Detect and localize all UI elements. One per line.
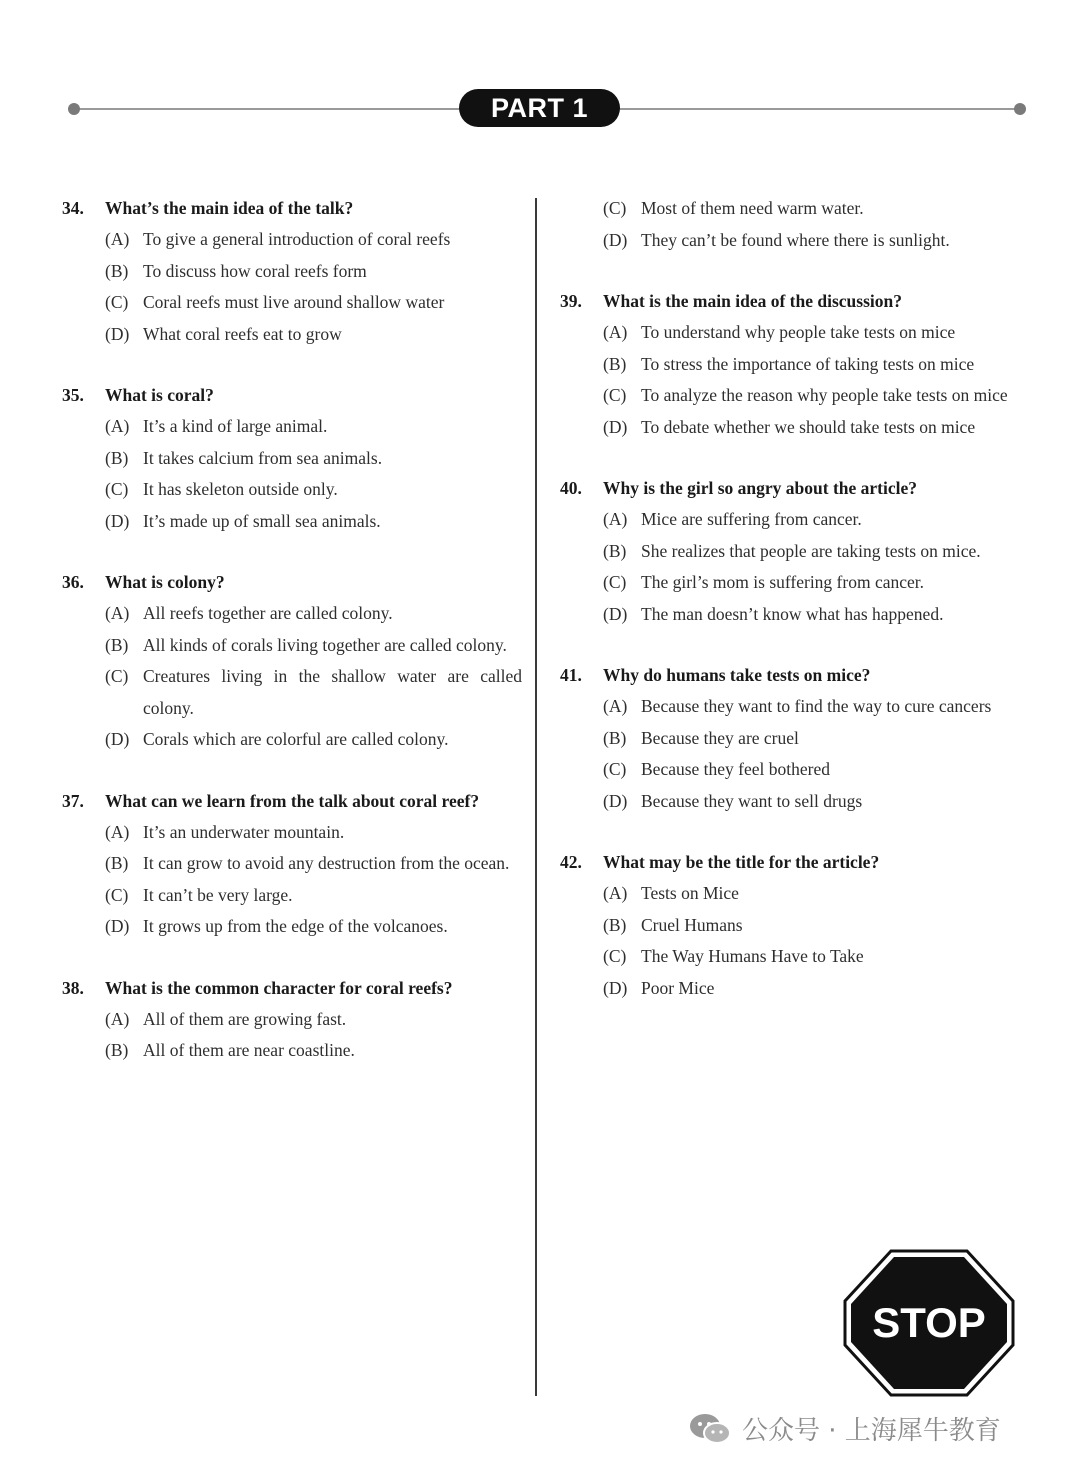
continued-options [560,193,1030,256]
question-text: What is the main idea of the discussion? [603,291,902,311]
option-letter: (B) [603,540,627,561]
question-number: 42. [560,852,582,872]
question-37 [62,786,522,943]
question-text: What may be the title for the article? [603,852,880,872]
option-letter: (C) [105,479,129,499]
question-36 [62,567,522,756]
question-stem [62,567,522,598]
option-text: It has skeleton outside only. [143,479,338,499]
right-column [560,193,1030,1034]
answer-option [62,287,522,319]
option-letter: (C) [603,385,627,405]
question-text: What is colony? [105,572,225,592]
question-42 [560,847,1030,1004]
answer-option [560,910,1030,942]
option-text: It’s made up of small sea animals. [143,510,381,531]
option-text: To give a general introduction of coral reefs [143,229,451,249]
question-number: 36. [62,572,84,592]
option-text: It takes calcium from sea animals. [143,447,383,468]
question-34 [62,193,522,350]
answer-option [62,1035,522,1067]
option-letter: (D) [105,729,130,749]
answer-option [560,599,1030,631]
answer-option [62,598,522,630]
question-40 [560,473,1030,630]
option-text: It can grow to avoid any destruction from the ocean. [143,853,510,873]
question-number: 34. [62,198,84,218]
answer-option [62,817,522,849]
question-stem [560,847,1030,878]
question-41 [560,660,1030,817]
option-letter: (B) [105,447,129,468]
option-letter: (B) [603,727,627,748]
left-column [62,193,522,1097]
option-text: It can’t be very large. [143,884,293,905]
answer-option [560,349,1030,381]
answer-option [560,723,1030,755]
question-number: 37. [62,790,84,811]
answer-option [560,973,1030,1005]
option-text: She realizes that people are taking tests on mice. [641,540,981,561]
answer-option [62,1004,522,1036]
question-number: 35. [62,385,84,405]
option-text: What coral reefs eat to grow [143,323,342,344]
option-text: They can’t be found where there is sunlight. [641,229,950,250]
answer-option [560,878,1030,910]
question-stem [560,473,1030,504]
option-letter: (C) [105,666,129,686]
option-text: Poor Mice [641,977,715,998]
answer-option [560,225,1030,257]
option-letter: (D) [105,323,130,344]
answer-option [560,786,1030,818]
watermark [688,1410,1001,1447]
question-number: 38. [62,977,84,998]
question-text: What is the common character for coral reefs? [105,977,453,998]
question-number: 41. [560,665,582,685]
question-text: What’s the main idea of the talk? [105,198,354,218]
option-letter: (A) [603,883,628,903]
option-letter: (A) [105,1008,130,1029]
question-number: 40. [560,478,582,498]
option-text: Because they want to find the way to cure cancers [641,696,992,716]
answer-option [560,567,1030,599]
option-letter: (A) [603,322,628,342]
option-text: Most of them need warm water. [641,198,864,218]
option-letter: (C) [603,946,627,966]
option-text: Coral reefs must live around shallow water [143,292,445,312]
answer-option [62,630,522,662]
option-letter: (D) [105,510,130,531]
option-text: Cruel Humans [641,914,743,935]
answer-option [62,506,522,538]
stop-sign-icon [843,1249,1015,1397]
option-text: Because they feel bothered [641,759,831,779]
question-stem [560,286,1030,317]
option-text: Creatures living in the shallow water are called colony. [143,666,522,718]
option-text: It’s a kind of large animal. [143,416,328,436]
option-letter: (A) [105,229,130,249]
question-text: What is coral? [105,385,214,405]
option-text: To analyze the reason why people take tests on mice [641,385,1008,405]
answer-option [560,317,1030,349]
option-text: To discuss how coral reefs form [143,260,367,281]
answer-option [62,848,522,880]
option-text: Corals which are colorful are called colony. [143,729,449,749]
option-text: To stress the importance of taking tests on mice [641,353,975,374]
option-text: Tests on Mice [641,883,739,903]
option-letter: (C) [105,292,129,312]
question-stem [62,380,522,411]
option-letter: (D) [603,229,628,250]
stop-sign-text: STOP [872,1299,986,1346]
option-letter: (C) [603,759,627,779]
answer-option [560,380,1030,412]
header-dot-left [68,103,80,115]
question-35 [62,380,522,537]
option-letter: (D) [105,916,130,936]
option-text: The man doesn’t know what has happened. [641,603,944,624]
option-letter: (B) [603,914,627,935]
option-letter: (D) [603,790,628,811]
answer-option [560,412,1030,444]
option-letter: (D) [603,416,628,437]
option-letter: (A) [105,603,130,623]
option-letter: (D) [603,977,628,998]
option-letter: (B) [105,260,129,281]
answer-option [560,754,1030,786]
option-text: The girl’s mom is suffering from cancer. [641,572,925,592]
option-letter: (D) [603,603,628,624]
option-letter: (A) [105,416,130,436]
option-letter: (B) [603,353,627,374]
column-divider [535,198,537,1396]
option-text: All kinds of corals living together are called colony. [143,634,507,655]
answer-option [560,691,1030,723]
answer-option [62,319,522,351]
watermark-text: 公众号 · 上海犀牛教育 [742,1416,1001,1446]
option-text: All of them are near coastline. [143,1040,355,1060]
answer-option [62,661,522,724]
option-text: The Way Humans Have to Take [641,946,864,966]
answer-option [62,474,522,506]
answer-option [62,443,522,475]
option-letter: (B) [105,853,129,873]
answer-option [62,724,522,756]
answer-option [62,411,522,443]
question-text: Why is the girl so angry about the article? [603,478,918,498]
option-letter: (C) [603,198,627,218]
answer-option [62,880,522,912]
question-39 [560,286,1030,443]
answer-option [62,911,522,943]
answer-option [560,504,1030,536]
option-text: To debate whether we should take tests on mice [641,416,976,437]
option-text: It grows up from the edge of the volcanoes. [143,916,448,936]
option-text: It’s an underwater mountain. [143,821,345,842]
wechat-icon [688,1412,732,1446]
question-stem [62,193,522,224]
option-letter: (A) [105,821,130,842]
option-letter: (A) [603,696,628,716]
option-text: All of them are growing fast. [143,1008,347,1029]
option-text: Because they want to sell drugs [641,790,863,811]
header-dot-right [1014,103,1026,115]
answer-option [560,193,1030,225]
answer-option [62,224,522,256]
question-38 [62,973,522,1067]
option-letter: (C) [105,884,129,905]
question-stem [560,660,1030,691]
answer-option [560,941,1030,973]
option-text: All reefs together are called colony. [143,603,393,623]
answer-option [560,536,1030,568]
part-title: PART 1 [459,89,620,127]
question-number: 39. [560,291,582,311]
question-text: What can we learn from the talk about coral reef? [105,790,480,811]
option-text: To understand why people take tests on mice [641,322,956,342]
option-letter: (B) [105,1040,129,1060]
option-text: Mice are suffering from cancer. [641,509,862,529]
question-text: Why do humans take tests on mice? [603,665,871,685]
option-letter: (A) [603,509,628,529]
question-stem [62,786,522,817]
option-text: Because they are cruel [641,727,799,748]
question-stem [62,973,522,1004]
answer-option [62,256,522,288]
option-letter: (C) [603,572,627,592]
option-letter: (B) [105,634,129,655]
